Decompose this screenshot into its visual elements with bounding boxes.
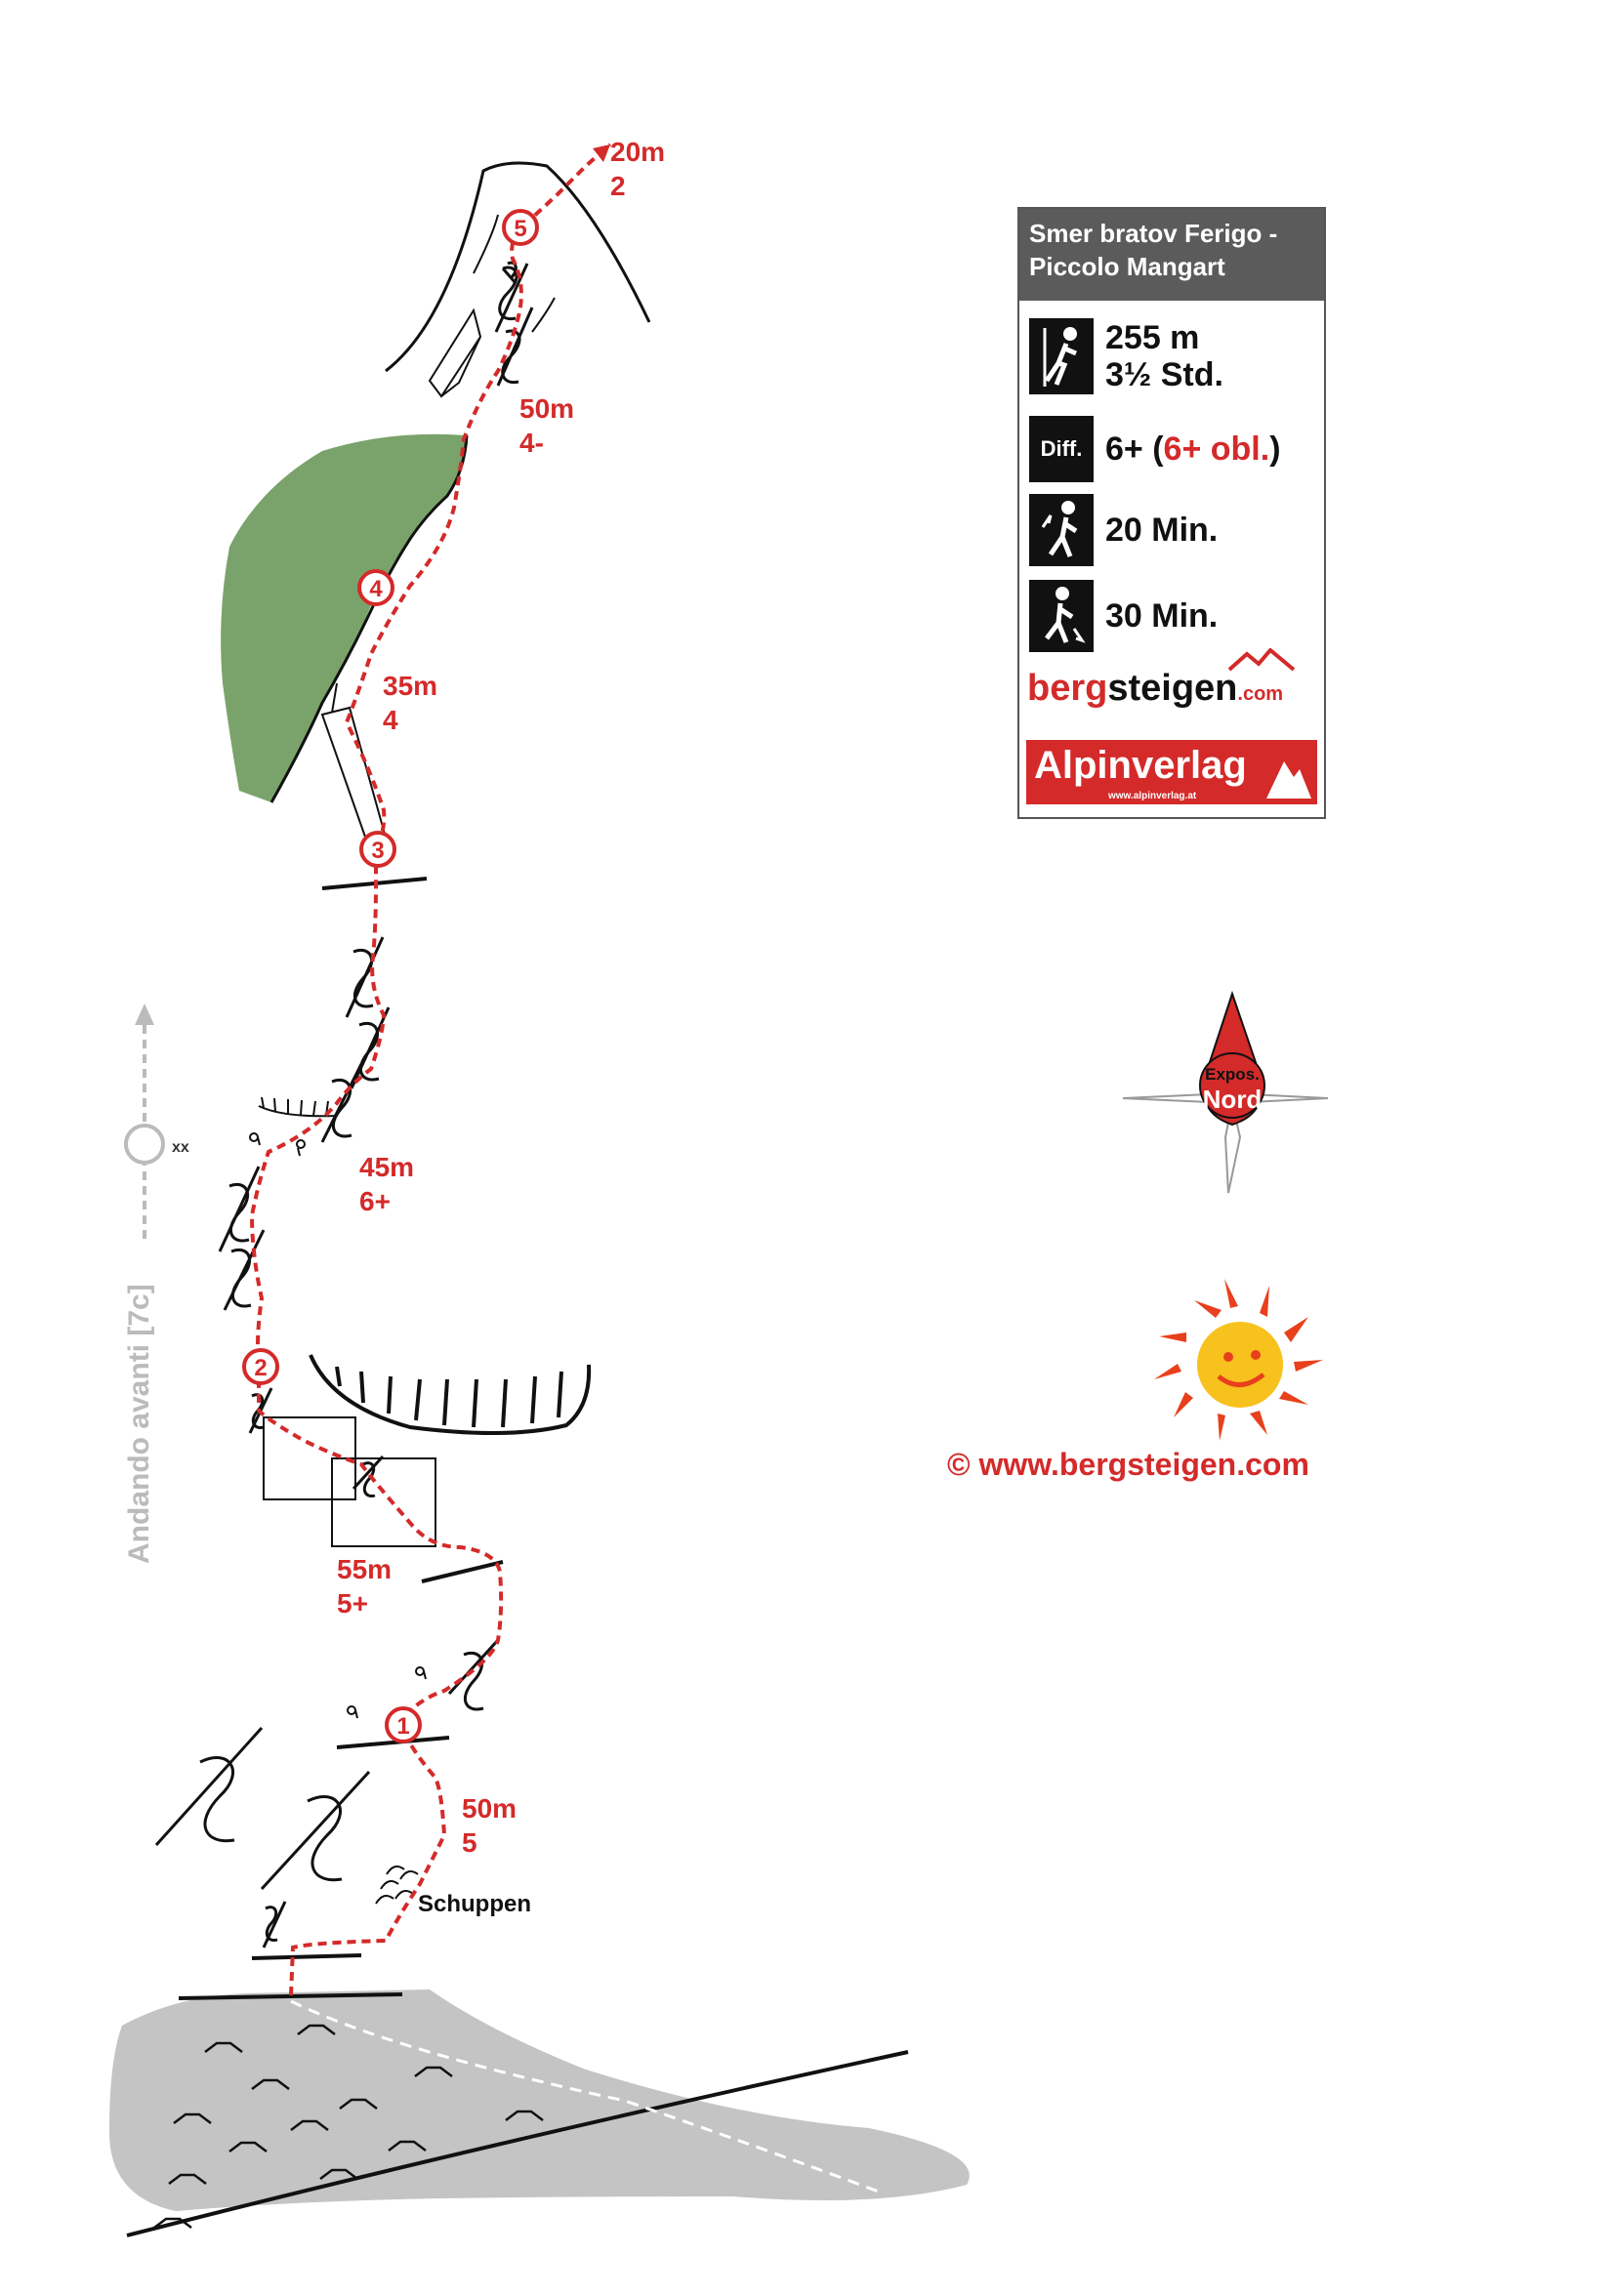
climber-icon [1029,318,1094,394]
alpinverlag-mountain-icon [1264,748,1313,800]
pitch-3-length: 45m [359,1152,415,1182]
exposure-label-1: Expos. [1205,1065,1260,1084]
descent-hiker-icon [1029,580,1094,652]
belay-5-number: 5 [514,216,527,242]
route-title [1019,209,1324,301]
pitch-1-grade: 5 [462,1827,477,1858]
approach-hiker-icon [1029,494,1094,566]
pitch-5-length: 50m [519,393,575,424]
alpinverlag-logo: Alpinverlag www.alpinverlag.at [1026,740,1317,804]
roof-overhang [311,1355,589,1433]
feature-label-schuppen: Schuppen [418,1891,532,1917]
pitch-2-grade: 5+ [337,1588,368,1619]
belay-5 [504,211,537,244]
belay-4 [359,571,393,604]
route-length: 255 m [1105,319,1200,356]
pitch-3-grade: 6+ [359,1186,391,1216]
route-title-line2: Piccolo Mangart [1029,252,1225,281]
pitch-5-grade: 4- [519,428,544,458]
copyright-text: © www.bergsteigen.com [947,1447,1309,1482]
belay-3-number: 3 [371,838,385,864]
bergsteigen-logo: bergsteigen.com [1027,668,1283,710]
small-roof-hatching [262,1097,328,1116]
difficulty-prefix: 6+ ( [1105,430,1164,468]
ridge-inner-line [474,215,498,273]
roof-hatching [337,1367,561,1427]
side-route-belay-marker: xx [172,1139,189,1156]
belay-3 [361,833,394,866]
difficulty-row [1029,416,1281,482]
mountain-logo-icon [1227,648,1296,674]
route-time: 3½ Std. [1105,356,1223,393]
sun-logo-icon [1154,1279,1323,1441]
small-roof [259,1106,337,1116]
route-info-box [1017,207,1326,819]
difficulty-suffix: ) [1269,430,1281,468]
descent-row [1029,580,1218,652]
difficulty-icon: Diff. [1029,416,1094,482]
descent-time: 30 Min. [1105,597,1219,635]
pitch-6-length: 20m [610,137,666,167]
pitch-1-length: 50m [462,1793,518,1824]
pitch-2-length: 55m [337,1554,393,1584]
difficulty-obligatory: 6+ obl. [1163,430,1270,468]
exposure-label-2: Nord [1202,1085,1263,1114]
side-route-name: Andando avanti [7c] [123,1284,155,1564]
length-time-row [1029,318,1223,394]
approach-time: 20 Min. [1105,512,1219,549]
approach-row [1029,494,1218,566]
pitch-4-length: 35m [383,671,438,701]
pitch-6-grade: 2 [610,171,626,201]
belay-4-number: 4 [369,576,383,602]
upper-dihedral [430,310,480,396]
ridge-inner-line-2 [532,298,555,332]
pitch-4-grade: 4 [383,705,398,735]
side-route [126,1004,163,1245]
belay-1 [387,1708,420,1742]
belay-2-number: 2 [254,1355,268,1381]
belay-1-number: 1 [396,1713,410,1740]
belay-2 [244,1350,277,1383]
route-title-line1: Smer bratov Ferigo - [1029,219,1278,248]
